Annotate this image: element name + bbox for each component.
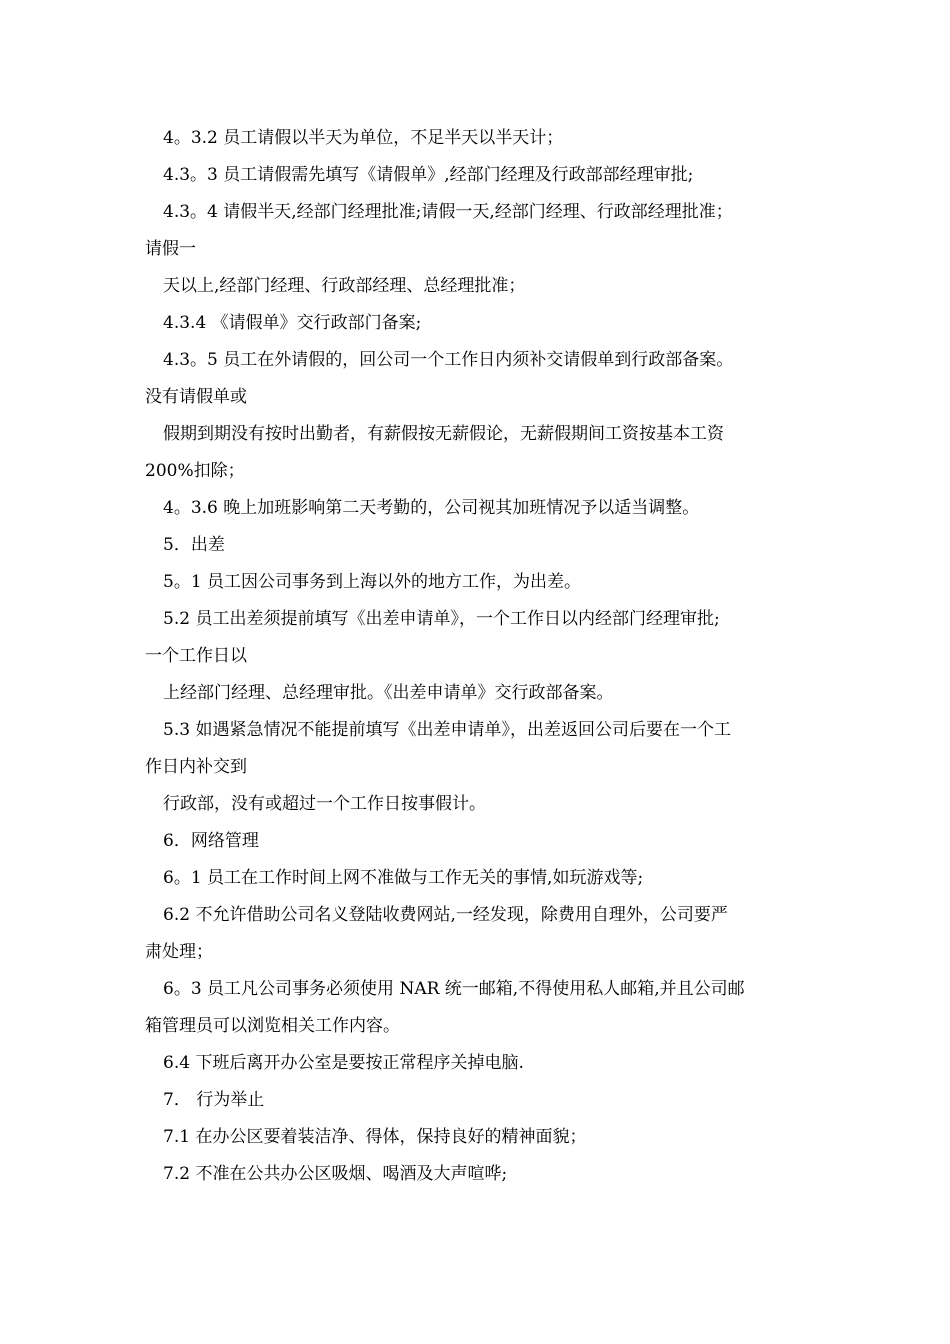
text-line-7: 4.3。5 员工在外请假的，回公司一个工作日内须补交请假单到行政部备案。 (163, 350, 734, 370)
text-line-6: 4.3.4 《请假单》交行政部门备案; (163, 313, 422, 333)
text-line-18: 作日内补交到 (145, 757, 247, 777)
text-line-25: 箱管理员可以浏览相关工作内容。 (145, 1016, 400, 1036)
text-line-17: 5.3 如遇紧急情况不能提前填写《出差申请单》，出差返回公司后要在一个工 (163, 720, 731, 740)
text-line-24: 6。3 员工凡公司事务必须使用 NAR 统一邮箱,不得使用私人邮箱,并且公司邮 (163, 979, 745, 999)
text-line-26: 6.4 下班后离开办公室是要按正常程序关掉电脑. (163, 1053, 524, 1073)
text-line-28: 7.1 在办公区要着装洁净、得体，保持良好的精神面貌； (163, 1127, 587, 1147)
text-line-21: 6。1 员工在工作时间上网不准做与工作无关的事情,如玩游戏等; (163, 868, 644, 888)
text-line-8: 没有请假单或 (145, 387, 247, 407)
text-line-4: 请假一 (145, 239, 196, 259)
text-line-14: 5.2 员工出差须提前填写《出差申请单》，一个工作日以内经部门经理审批; (163, 609, 720, 629)
text-line-22: 6.2 不允许借助公司名义登陆收费网站,一经发现，除费用自理外，公司要严 (163, 905, 728, 925)
text-line-19: 行政部，没有或超过一个工作日按事假计。 (163, 794, 486, 814)
section-heading-6: 6．网络管理 (163, 831, 259, 851)
text-line-16: 上经部门经理、总经理审批。《出差申请单》交行政部备案。 (163, 683, 614, 703)
text-line-15: 一个工作日以 (145, 646, 247, 666)
text-line-1: 4。3.2 员工请假以半天为单位，不足半天以半天计； (163, 128, 564, 148)
text-line-2: 4.3。3 员工请假需先填写《请假单》,经部门经理及行政部部经理审批; (163, 165, 694, 185)
text-line-29: 7.2 不准在公共办公区吸烟、喝酒及大声喧哗; (163, 1164, 508, 1184)
text-line-13: 5。1 员工因公司事务到上海以外的地方工作，为出差。 (163, 572, 582, 592)
text-line-9: 假期到期没有按时出勤者，有薪假按无薪假论，无薪假期间工资按基本工资 (163, 424, 724, 444)
section-heading-7: 7． 行为举止 (163, 1090, 265, 1110)
text-line-10: 200%扣除； (145, 461, 245, 481)
text-line-5: 天以上,经部门经理、行政部经理、总经理批准； (163, 276, 526, 296)
text-line-3: 4.3。4 请假半天,经部门经理批准;请假一天,经部门经理、行政部经理批准； (163, 202, 733, 222)
text-line-11: 4。3.6 晚上加班影响第二天考勤的，公司视其加班情况予以适当调整。 (163, 498, 700, 518)
text-line-23: 肃处理； (145, 942, 213, 962)
section-heading-5: 5．出差 (163, 535, 225, 555)
